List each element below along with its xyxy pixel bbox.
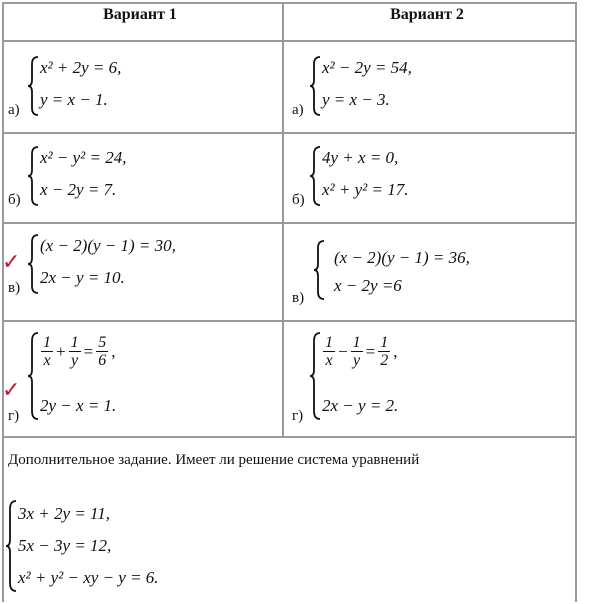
system-brace — [28, 234, 40, 294]
checkmark-icon: ✓ — [2, 250, 21, 275]
fraction-numerator: 1 — [325, 334, 333, 351]
fraction-equation — [322, 334, 399, 369]
task-label: в) — [8, 280, 21, 296]
fraction-denominator: x — [43, 352, 51, 369]
equation-2: x² + y² = 17. — [322, 180, 409, 199]
fraction-denominator: y — [71, 352, 79, 369]
fraction — [323, 334, 335, 369]
task-label: а) — [8, 102, 20, 118]
equals-sign: = — [83, 341, 94, 361]
equation-2: 5x − 3y = 12, — [18, 536, 112, 555]
fraction-denominator: x — [325, 352, 333, 369]
fraction-numerator: 1 — [70, 334, 79, 351]
equation-2: y = x − 3. — [322, 90, 390, 109]
comma: , — [111, 341, 116, 361]
equation-2: x − 2y =6 — [334, 276, 402, 295]
equation-1: x² − y² = 24, — [40, 148, 127, 167]
table-border-right — [575, 2, 577, 602]
operator: − — [338, 341, 348, 361]
table-row-divider — [2, 132, 577, 134]
operator: + — [56, 341, 66, 361]
comma: , — [393, 341, 398, 361]
table-border-left — [2, 2, 4, 602]
system-brace — [28, 56, 40, 116]
system-brace — [28, 146, 40, 206]
system-brace — [310, 332, 322, 420]
task-label: г) — [292, 408, 304, 424]
table-row-divider — [2, 436, 577, 438]
task-label: а) — [292, 102, 304, 118]
equation-2: 2y − x = 1. — [40, 396, 117, 415]
equation-1: 4y + x = 0, — [322, 148, 399, 167]
task-label: в) — [292, 290, 305, 306]
fraction — [69, 334, 81, 369]
fraction-denominator: 2 — [380, 352, 389, 369]
table-border-top — [2, 2, 577, 4]
fraction-denominator: 6 — [98, 352, 107, 369]
equation-2: x − 2y = 7. — [40, 180, 117, 199]
fraction — [351, 334, 363, 369]
fraction — [41, 334, 53, 369]
table-column-divider — [282, 2, 284, 438]
table-header-divider — [2, 40, 577, 42]
fraction-numerator: 1 — [43, 334, 51, 351]
fraction — [96, 334, 108, 369]
equation-1: (x − 2)(y − 1) = 30, — [40, 236, 176, 255]
system-brace — [310, 146, 322, 206]
equals-sign: = — [365, 341, 376, 361]
equation-1: (x − 2)(y − 1) = 36, — [334, 248, 470, 267]
task-label: г) — [8, 408, 20, 424]
system-brace — [310, 56, 322, 116]
task-label: б) — [8, 192, 21, 208]
fraction — [378, 334, 390, 369]
checkmark-icon: ✓ — [2, 378, 21, 403]
task-label: б) — [292, 192, 305, 208]
extra-task-title: Дополнительное задание. Имеет ли решение система уравнений — [8, 452, 420, 468]
header-variant-2: Вариант 2 — [390, 6, 464, 23]
system-brace — [28, 332, 40, 420]
equation-1: 3x + 2y = 11, — [18, 504, 111, 523]
table-row-divider — [2, 222, 577, 224]
fraction-numerator: 1 — [380, 334, 389, 351]
equation-1: x² − 2y = 54, — [322, 58, 412, 77]
equation-2: y = x − 1. — [40, 90, 108, 109]
fraction-equation — [40, 334, 117, 369]
fraction-numerator: 1 — [352, 334, 361, 351]
equation-2: 2x − y = 10. — [40, 268, 125, 287]
system-brace — [314, 240, 326, 300]
equation-3: x² + y² − xy − y = 6. — [18, 568, 159, 587]
table-row-divider — [2, 320, 577, 322]
fraction-denominator: y — [353, 352, 361, 369]
equation-2: 2x − y = 2. — [322, 396, 399, 415]
system-brace — [6, 500, 18, 592]
fraction-numerator: 5 — [98, 334, 107, 351]
equation-1: x² + 2y = 6, — [40, 58, 122, 77]
header-variant-1: Вариант 1 — [103, 6, 177, 23]
